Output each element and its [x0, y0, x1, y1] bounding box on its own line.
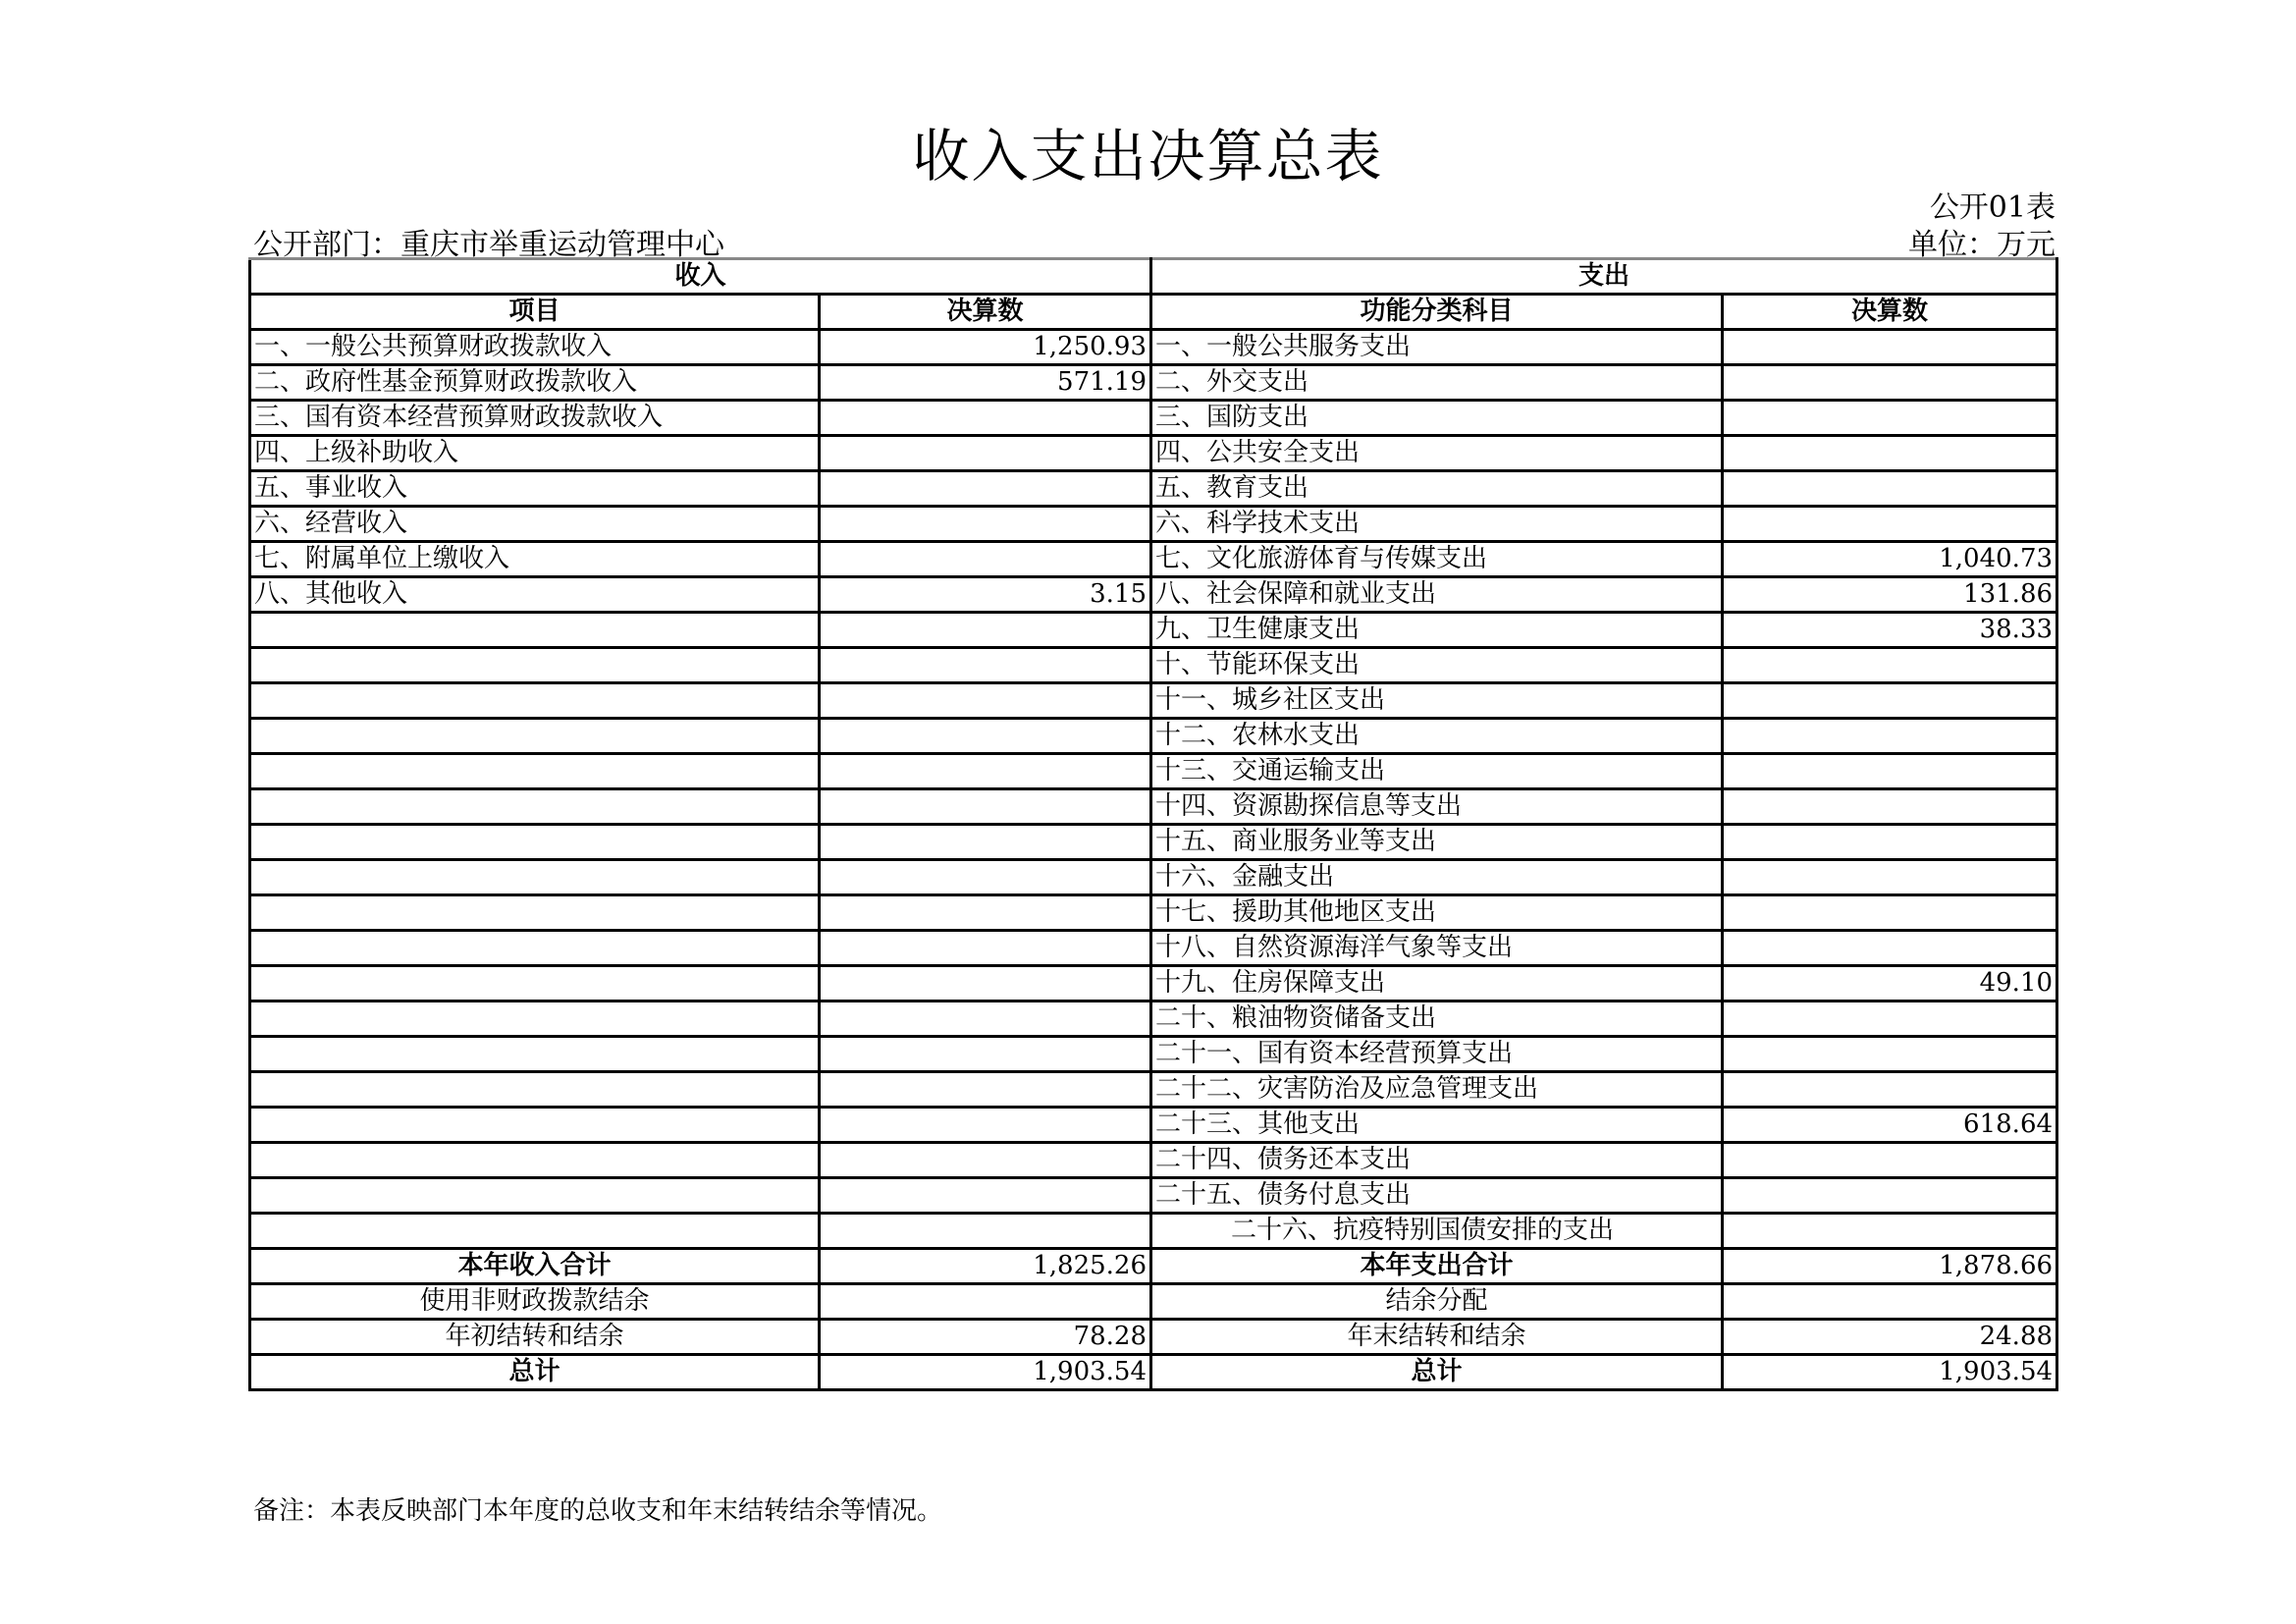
- table-row: [250, 825, 2057, 860]
- table-row: [250, 1001, 2057, 1037]
- income-item-cell: [250, 1108, 820, 1143]
- income-item-cell: [250, 1072, 820, 1108]
- expense-item-cell: 二十三、其他支出: [1151, 1108, 1723, 1143]
- income-amount-cell: [820, 1108, 1151, 1143]
- table-row: [250, 683, 2057, 719]
- expense-item-cell: 一、一般公共服务支出: [1151, 330, 1723, 365]
- income-item-cell: 二、政府性基金预算财政拨款收入: [250, 365, 820, 401]
- income-item-cell: [250, 1178, 820, 1214]
- expense-item-cell: 四、公共安全支出: [1151, 436, 1723, 471]
- expense-amount-cell: 1,040.73: [1723, 542, 2057, 577]
- expense-item-cell: 十、节能环保支出: [1151, 648, 1723, 683]
- expense-item-cell: 十六、金融支出: [1151, 860, 1723, 895]
- expense-item-header: 功能分类科目: [1151, 295, 1723, 330]
- expense-amount-header: 决算数: [1723, 295, 2057, 330]
- expense-item-cell: 二、外交支出: [1151, 365, 1723, 401]
- expense-amount-cell: [1723, 330, 2057, 365]
- expense-amount-cell: [1723, 719, 2057, 754]
- income-item-cell: 八、其他收入: [250, 577, 820, 613]
- income-amount-cell: [820, 966, 1151, 1001]
- expense-amount-cell: [1723, 860, 2057, 895]
- expense-item-cell: 二十、粮油物资储备支出: [1151, 1001, 1723, 1037]
- table-row: [250, 1072, 2057, 1108]
- page-title: 收入支出决算总表: [912, 123, 1384, 189]
- table-row: [250, 507, 2057, 542]
- income-item-cell: 五、事业收入: [250, 471, 820, 507]
- form-number: 公开01表: [1929, 190, 2056, 225]
- summary-row: [250, 1284, 2057, 1320]
- expense-amount-cell: [1723, 507, 2057, 542]
- expense-amount-cell: [1723, 365, 2057, 401]
- income-amount-cell: [820, 507, 1151, 542]
- income-amount-cell: 571.19: [820, 365, 1151, 401]
- department-label: 公开部门：重庆市举重运动管理中心: [253, 228, 724, 262]
- table-row: [250, 1108, 2057, 1143]
- income-item-cell: [250, 931, 820, 966]
- expense-summary-amount: 1,878.66: [1723, 1249, 2057, 1284]
- income-item-cell: [250, 825, 820, 860]
- income-amount-cell: [820, 1178, 1151, 1214]
- table-row: [250, 542, 2057, 577]
- income-amount-cell: [820, 1037, 1151, 1072]
- income-amount-cell: [820, 471, 1151, 507]
- column-header-row: [250, 295, 2057, 330]
- summary-row: [250, 1355, 2057, 1390]
- expense-amount-cell: [1723, 471, 2057, 507]
- income-amount-cell: 1,250.93: [820, 330, 1151, 365]
- income-amount-cell: [820, 1214, 1151, 1249]
- expense-amount-cell: [1723, 648, 2057, 683]
- table-row: [250, 1178, 2057, 1214]
- table-row: [250, 401, 2057, 436]
- income-amount-cell: [820, 1072, 1151, 1108]
- expense-summary-label: 结余分配: [1151, 1284, 1723, 1320]
- income-group-header: 收入: [250, 259, 1151, 295]
- footer-note: 备注：本表反映部门本年度的总收支和年末结转结余等情况。: [253, 1496, 943, 1526]
- income-summary-label: 本年收入合计: [250, 1249, 820, 1284]
- expense-amount-cell: [1723, 895, 2057, 931]
- expense-amount-cell: [1723, 401, 2057, 436]
- table-row: [250, 648, 2057, 683]
- table-row: [250, 860, 2057, 895]
- income-amount-cell: [820, 613, 1151, 648]
- income-summary-amount: [820, 1284, 1151, 1320]
- expense-item-cell: 二十六、抗疫特别国债安排的支出: [1151, 1214, 1723, 1249]
- income-item-cell: [250, 648, 820, 683]
- income-amount-cell: [820, 401, 1151, 436]
- expense-item-cell: 七、文化旅游体育与传媒支出: [1151, 542, 1723, 577]
- expense-amount-cell: 38.33: [1723, 613, 2057, 648]
- expense-amount-cell: 618.64: [1723, 1108, 2057, 1143]
- expense-item-cell: 十二、农林水支出: [1151, 719, 1723, 754]
- expense-amount-cell: 49.10: [1723, 966, 2057, 1001]
- expense-amount-cell: [1723, 754, 2057, 789]
- income-amount-cell: [820, 860, 1151, 895]
- income-item-cell: [250, 789, 820, 825]
- expense-amount-cell: [1723, 931, 2057, 966]
- income-amount-cell: [820, 542, 1151, 577]
- expense-summary-label: 年末结转和结余: [1151, 1320, 1723, 1355]
- expense-item-cell: 二十二、灾害防治及应急管理支出: [1151, 1072, 1723, 1108]
- expense-amount-cell: [1723, 825, 2057, 860]
- table-row: [250, 719, 2057, 754]
- income-summary-amount: 78.28: [820, 1320, 1151, 1355]
- income-amount-cell: [820, 683, 1151, 719]
- income-amount-cell: [820, 719, 1151, 754]
- expense-amount-cell: 131.86: [1723, 577, 2057, 613]
- income-item-cell: [250, 1143, 820, 1178]
- table-row: [250, 966, 2057, 1001]
- income-item-cell: [250, 1214, 820, 1249]
- income-item-header: 项目: [250, 295, 820, 330]
- table-row: [250, 1214, 2057, 1249]
- expense-summary-amount: 1,903.54: [1723, 1355, 2057, 1390]
- expense-amount-cell: [1723, 1072, 2057, 1108]
- income-amount-cell: 3.15: [820, 577, 1151, 613]
- income-expense-table: [248, 257, 2058, 1391]
- table-row: [250, 330, 2057, 365]
- income-item-cell: [250, 1001, 820, 1037]
- income-item-cell: [250, 966, 820, 1001]
- expense-item-cell: 十五、商业服务业等支出: [1151, 825, 1723, 860]
- expense-summary-amount: [1723, 1284, 2057, 1320]
- summary-row: [250, 1249, 2057, 1284]
- income-amount-header: 决算数: [820, 295, 1151, 330]
- income-summary-amount: 1,903.54: [820, 1355, 1151, 1390]
- expense-item-cell: 十四、资源勘探信息等支出: [1151, 789, 1723, 825]
- table-row: [250, 754, 2057, 789]
- table-row: [250, 613, 2057, 648]
- income-item-cell: [250, 860, 820, 895]
- expense-summary-label: 本年支出合计: [1151, 1249, 1723, 1284]
- income-item-cell: 一、一般公共预算财政拨款收入: [250, 330, 820, 365]
- expense-item-cell: 十七、援助其他地区支出: [1151, 895, 1723, 931]
- expense-amount-cell: [1723, 1178, 2057, 1214]
- income-item-cell: [250, 613, 820, 648]
- expense-item-cell: 十九、住房保障支出: [1151, 966, 1723, 1001]
- expense-amount-cell: [1723, 1001, 2057, 1037]
- income-item-cell: [250, 754, 820, 789]
- expense-item-cell: 六、科学技术支出: [1151, 507, 1723, 542]
- expense-summary-label: 总计: [1151, 1355, 1723, 1390]
- income-amount-cell: [820, 825, 1151, 860]
- income-item-cell: 七、附属单位上缴收入: [250, 542, 820, 577]
- expense-item-cell: 二十一、国有资本经营预算支出: [1151, 1037, 1723, 1072]
- expense-item-cell: 二十五、债务付息支出: [1151, 1178, 1723, 1214]
- expense-amount-cell: [1723, 1214, 2057, 1249]
- expense-amount-cell: [1723, 1037, 2057, 1072]
- table-row: [250, 895, 2057, 931]
- income-amount-cell: [820, 1143, 1151, 1178]
- unit-label: 单位：万元: [1908, 228, 2056, 262]
- table-row: [250, 789, 2057, 825]
- expense-item-cell: 九、卫生健康支出: [1151, 613, 1723, 648]
- income-item-cell: 三、国有资本经营预算财政拨款收入: [250, 401, 820, 436]
- expense-amount-cell: [1723, 436, 2057, 471]
- table-row: [250, 1037, 2057, 1072]
- expense-group-header: 支出: [1151, 259, 2057, 295]
- income-summary-label: 使用非财政拨款结余: [250, 1284, 820, 1320]
- income-amount-cell: [820, 895, 1151, 931]
- expense-amount-cell: [1723, 683, 2057, 719]
- expense-item-cell: 十三、交通运输支出: [1151, 754, 1723, 789]
- expense-item-cell: 五、教育支出: [1151, 471, 1723, 507]
- expense-summary-amount: 24.88: [1723, 1320, 2057, 1355]
- expense-item-cell: 二十四、债务还本支出: [1151, 1143, 1723, 1178]
- income-item-cell: [250, 1037, 820, 1072]
- expense-amount-cell: [1723, 789, 2057, 825]
- summary-row: [250, 1320, 2057, 1355]
- income-amount-cell: [820, 789, 1151, 825]
- expense-item-cell: 八、社会保障和就业支出: [1151, 577, 1723, 613]
- income-amount-cell: [820, 931, 1151, 966]
- income-amount-cell: [820, 754, 1151, 789]
- income-item-cell: [250, 895, 820, 931]
- expense-item-cell: 十一、城乡社区支出: [1151, 683, 1723, 719]
- table-row: [250, 1143, 2057, 1178]
- income-summary-amount: 1,825.26: [820, 1249, 1151, 1284]
- income-amount-cell: [820, 648, 1151, 683]
- income-amount-cell: [820, 1001, 1151, 1037]
- income-amount-cell: [820, 436, 1151, 471]
- income-item-cell: [250, 683, 820, 719]
- expense-amount-cell: [1723, 1143, 2057, 1178]
- income-item-cell: 六、经营收入: [250, 507, 820, 542]
- expense-item-cell: 十八、自然资源海洋气象等支出: [1151, 931, 1723, 966]
- income-item-cell: 四、上级补助收入: [250, 436, 820, 471]
- income-summary-label: 总计: [250, 1355, 820, 1390]
- expense-item-cell: 三、国防支出: [1151, 401, 1723, 436]
- group-header-row: [250, 259, 2057, 295]
- table-row: [250, 931, 2057, 966]
- table-row: [250, 577, 2057, 613]
- income-summary-label: 年初结转和结余: [250, 1320, 820, 1355]
- table-row: [250, 436, 2057, 471]
- table-row: [250, 365, 2057, 401]
- income-item-cell: [250, 719, 820, 754]
- table-row: [250, 471, 2057, 507]
